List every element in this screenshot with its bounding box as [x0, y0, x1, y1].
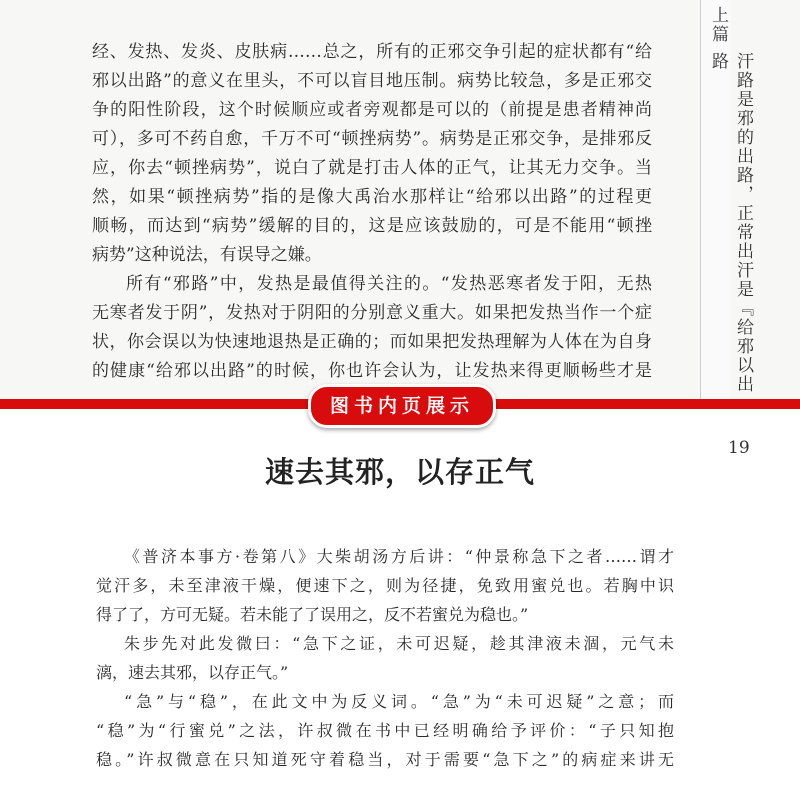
- text-line: “稳”为“行蜜兑”之法，许叔微在书中已经明确给予评价：“子只知抱: [96, 721, 674, 740]
- text-line: 觉汗多，未至津液干燥，便速下之，则为径捷，免致用蜜兑也。若胸中识: [96, 576, 674, 595]
- banner-badge: 图书内页展示: [308, 384, 496, 428]
- text-line: 邪以出路”的意义在里头，不可以盲目地压制。病势比较急，多是正邪交: [92, 71, 652, 91]
- text-line: 争的阳性阶段，这个时候顺应或者旁观都是可以的（前提是患者精神尚: [92, 100, 652, 120]
- text-line: 的健康“给邪以出路”的时候，你也许会认为，让发热来得更顺畅些才是: [92, 361, 652, 381]
- text-line: 可），多可不药自愈，千万不可“顿挫病势”。病势是正邪交争，是排邪反: [92, 129, 652, 149]
- section-title: 速去其邪，以存正气: [264, 455, 535, 489]
- chapter-heading: 汗路是邪的出路，正常出汗是『给邪以出路: [708, 52, 753, 394]
- side-running-header: [700, 0, 753, 400]
- text-line: 病势”这种说法，有误导之嫌。: [92, 245, 322, 265]
- text-line: 朱步先对此发微曰：“急下之证，未可迟疑，趁其津液未涸，元气未: [124, 634, 674, 653]
- text-line: 状，你会误以为快速地退热是正确的；而如果把发热理解为人体在为自身: [92, 332, 652, 352]
- page-number: 19: [728, 438, 750, 458]
- text-line: “急”与“稳”，在此文中为反义词。“急”为“未可迟疑”之意；而: [124, 692, 674, 711]
- text-line: 《普济本事方·卷第八》大柴胡汤方后讲：“仲景称急下之者……谓才: [124, 547, 674, 566]
- text-line: 应，你去“顿挫病势”，说白了就是打击人体的正气，让其无力交争。当: [92, 158, 652, 178]
- section-label: 上篇: [708, 6, 728, 44]
- text-line: 漓，速去其邪，以存正气。”: [96, 663, 289, 682]
- text-line: 得了了，方可无疑。若未能了了误用之，反不若蜜兑为稳也。”: [96, 605, 529, 624]
- text-line: 稳。”许叔微意在只知道死守着稳当，对于需要“急下之”的病症来讲无: [96, 750, 674, 769]
- text-line: 然，如果“顿挫病势”指的是像大禹治水那样让“给邪以出路”的过程更: [92, 187, 652, 207]
- text-line: 经、发热、发炎、皮肤病……总之，所有的正邪交争引起的症状都有“给: [92, 42, 652, 62]
- text-line: 顺畅，而达到“病势”缓解的目的，这是应该鼓励的，可是不能用“顿挫: [92, 216, 652, 236]
- text-line: 无寒者发于阴”，发热对于阴阳的分别意义重大。如果把发热当作一个症: [92, 303, 652, 323]
- text-line: 所有“邪路”中，发热是最值得关注的。“发热恶寒者发于阳，无热: [126, 274, 652, 294]
